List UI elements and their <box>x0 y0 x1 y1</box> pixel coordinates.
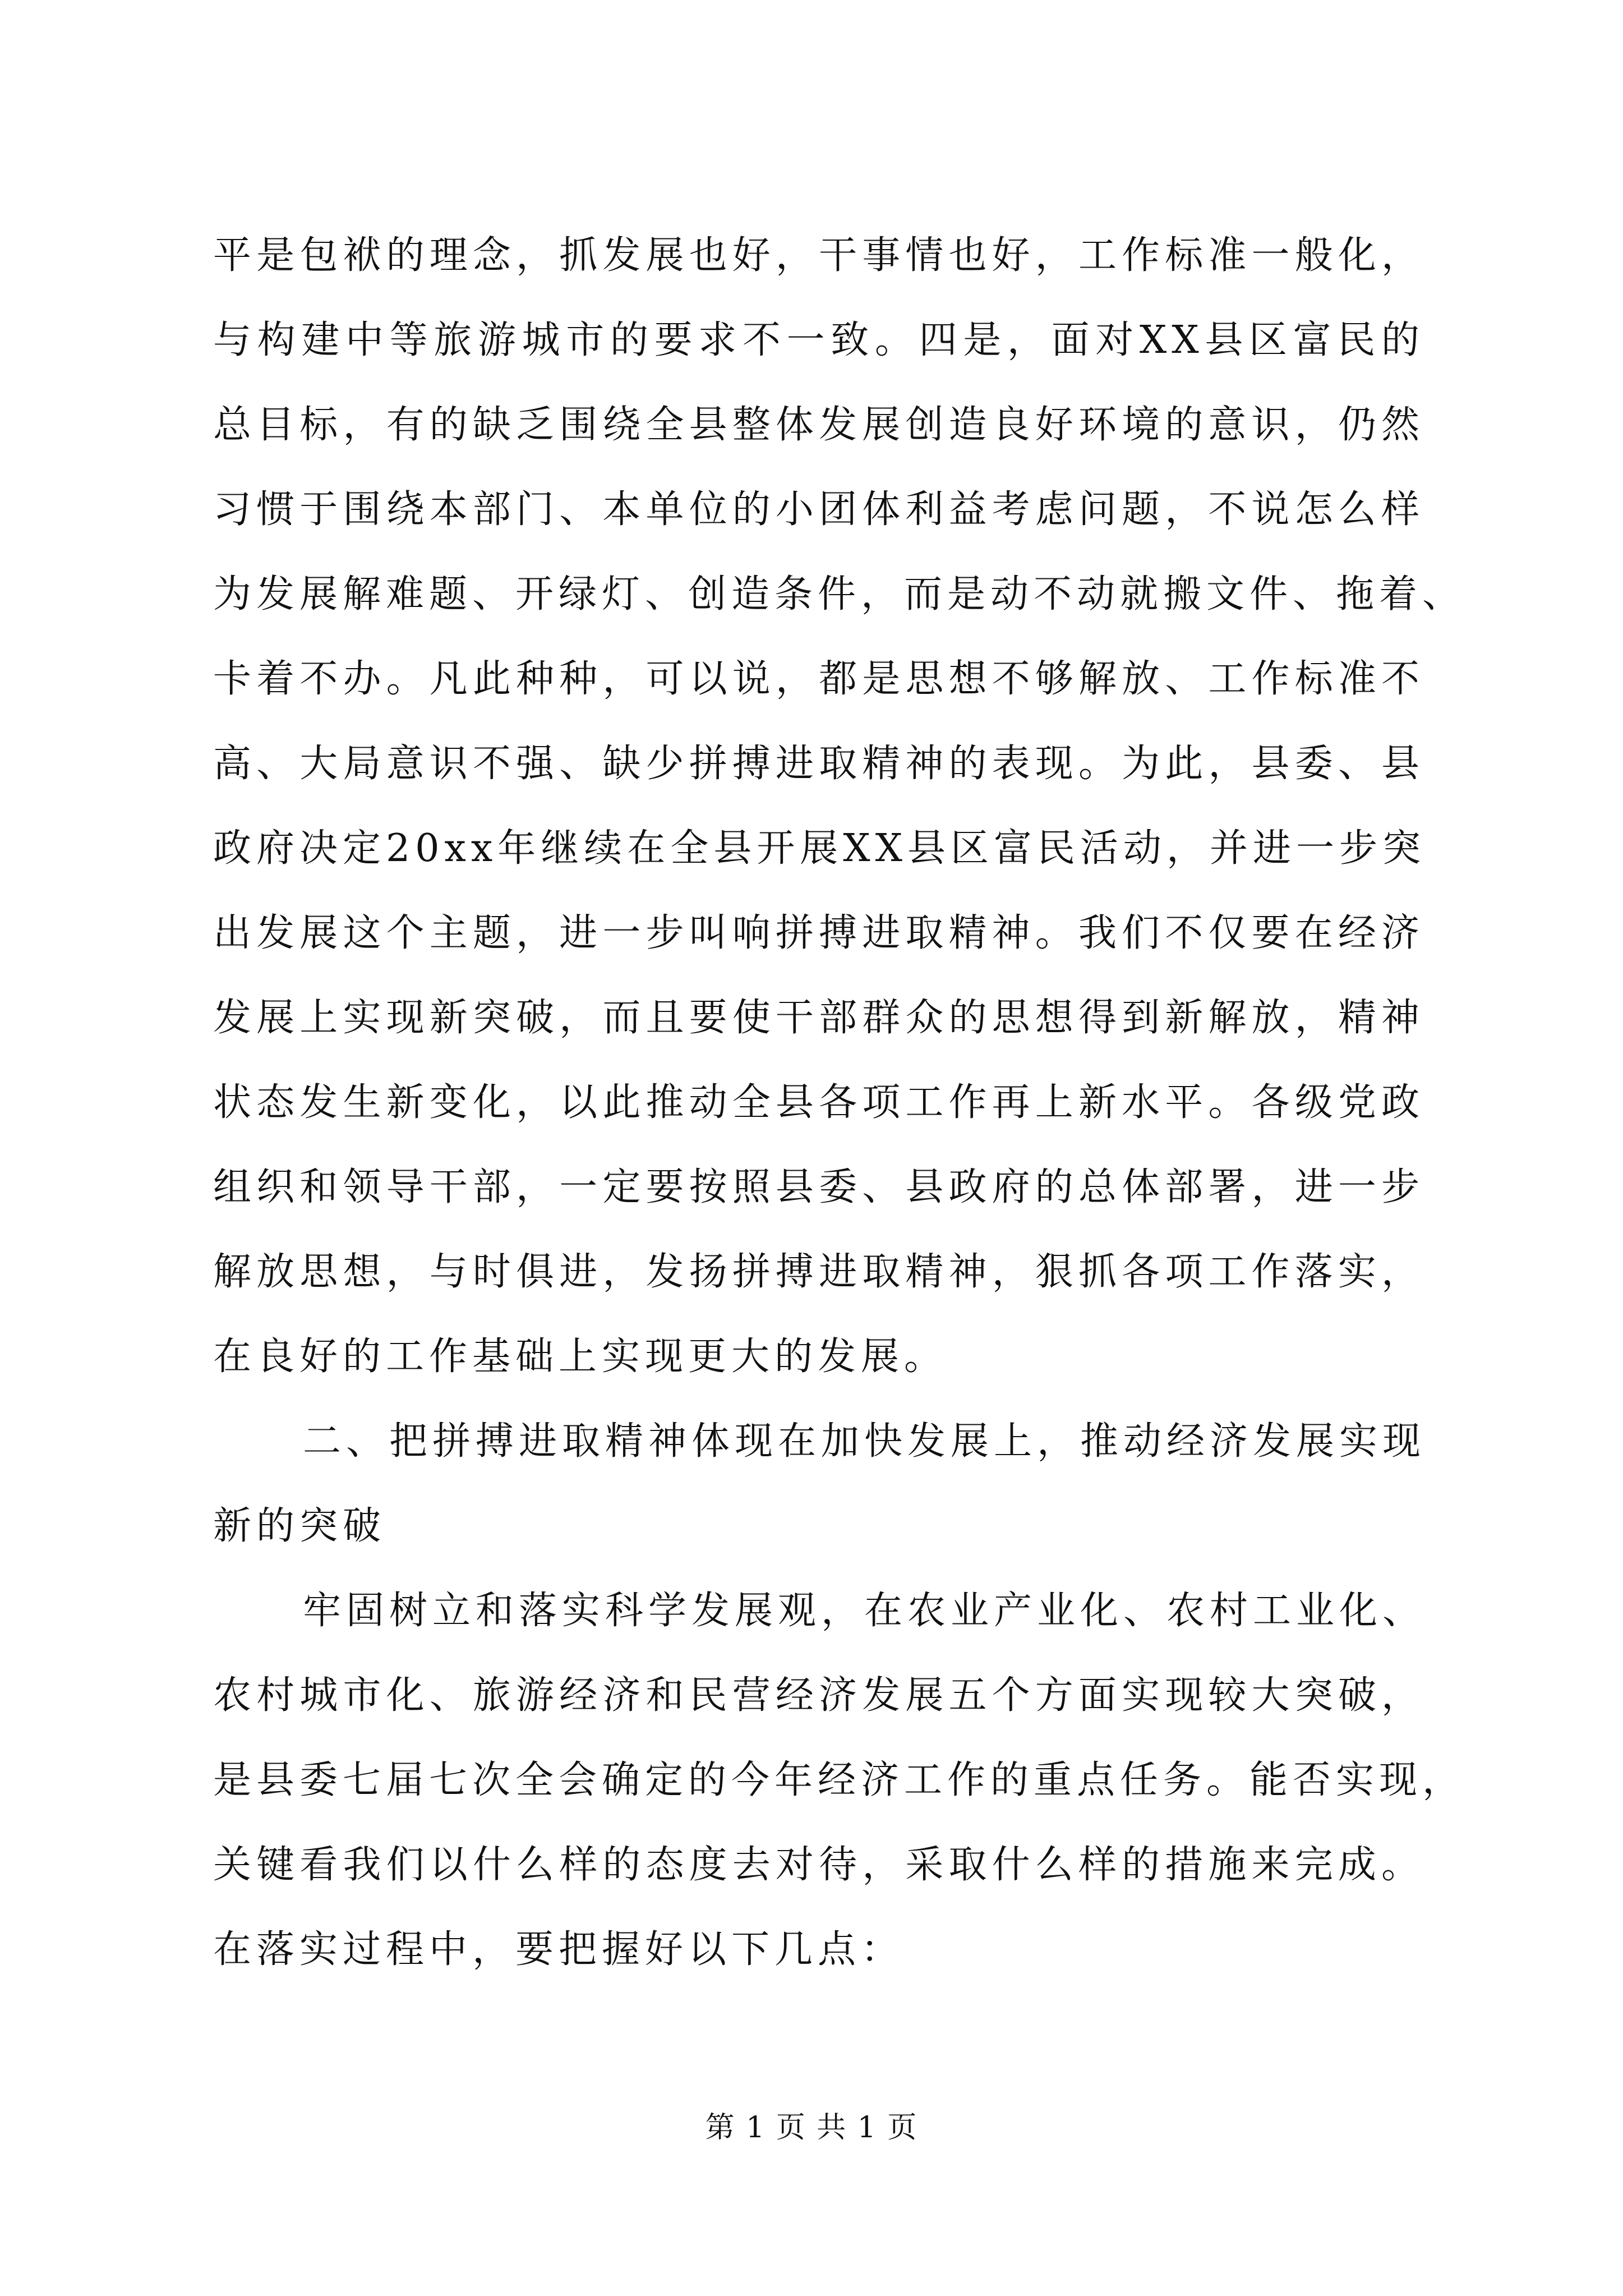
text-line: 高、大局意识不强、缺少拼搏进取精神的表现。为此，县委、县 <box>213 742 1424 786</box>
text-line: 为发展解难题、开绿灯、创造条件，而是动不动就搬文件、拖着、 <box>213 572 1466 616</box>
text-line: 平是包袱的理念，抓发展也好，干事情也好，工作标准一般化， <box>213 233 1424 278</box>
text-line: 总目标，有的缺乏围绕全县整体发展创造良好环境的意识，仍然 <box>213 403 1424 447</box>
text-line: 是县委七届七次全会确定的今年经济工作的重点任务。能否实现， <box>213 1758 1466 1802</box>
text-line: 发展上实现新突破，而且要使干部群众的思想得到新解放，精神 <box>213 996 1424 1040</box>
text-line: 政府决定20xx年继续在全县开展XX县区富民活动，并进一步突 <box>213 826 1426 871</box>
text-line: 关键看我们以什么样的态度去对待，采取什么样的措施来完成。 <box>213 1843 1424 1887</box>
text-line: 在落实过程中，要把握好以下几点： <box>213 1927 905 1972</box>
body-text <box>213 213 1466 1992</box>
text-line: 在良好的工作基础上实现更大的发展。 <box>213 1335 948 1379</box>
text-line: 与构建中等旅游城市的要求不一致。四是，面对XX县区富民的 <box>213 318 1424 362</box>
text-line: 卡着不办。凡此种种，可以说，都是思想不够解放、工作标准不 <box>213 657 1424 701</box>
page-number: 第 1 页 共 1 页 <box>705 2111 918 2145</box>
text-line: 农村城市化、旅游经济和民营经济发展五个方面实现较大突破， <box>213 1673 1424 1718</box>
text-line: 出发展这个主题，进一步叫响拼搏进取精神。我们不仅要在经济 <box>213 911 1424 955</box>
text-line: 牢固树立和落实科学发展观，在农业产业化、农村工业化、 <box>303 1589 1426 1633</box>
text-line: 状态发生新变化，以此推动全县各项工作再上新水平。各级党政 <box>213 1080 1424 1125</box>
text-line: 习惯于围绕本部门、本单位的小团体利益考虑问题，不说怎么样 <box>213 487 1424 532</box>
section-heading-continuation: 新的突破 <box>213 1504 386 1548</box>
text-line: 组织和领导干部，一定要按照县委、县政府的总体部署，进一步 <box>213 1165 1424 1209</box>
section-heading: 二、把拼搏进取精神体现在加快发展上，推动经济发展实现 <box>303 1419 1426 1464</box>
text-line: 解放思想，与时俱进，发扬拼搏进取精神，狠抓各项工作落实， <box>213 1250 1424 1294</box>
page-footer <box>0 2108 1623 2147</box>
